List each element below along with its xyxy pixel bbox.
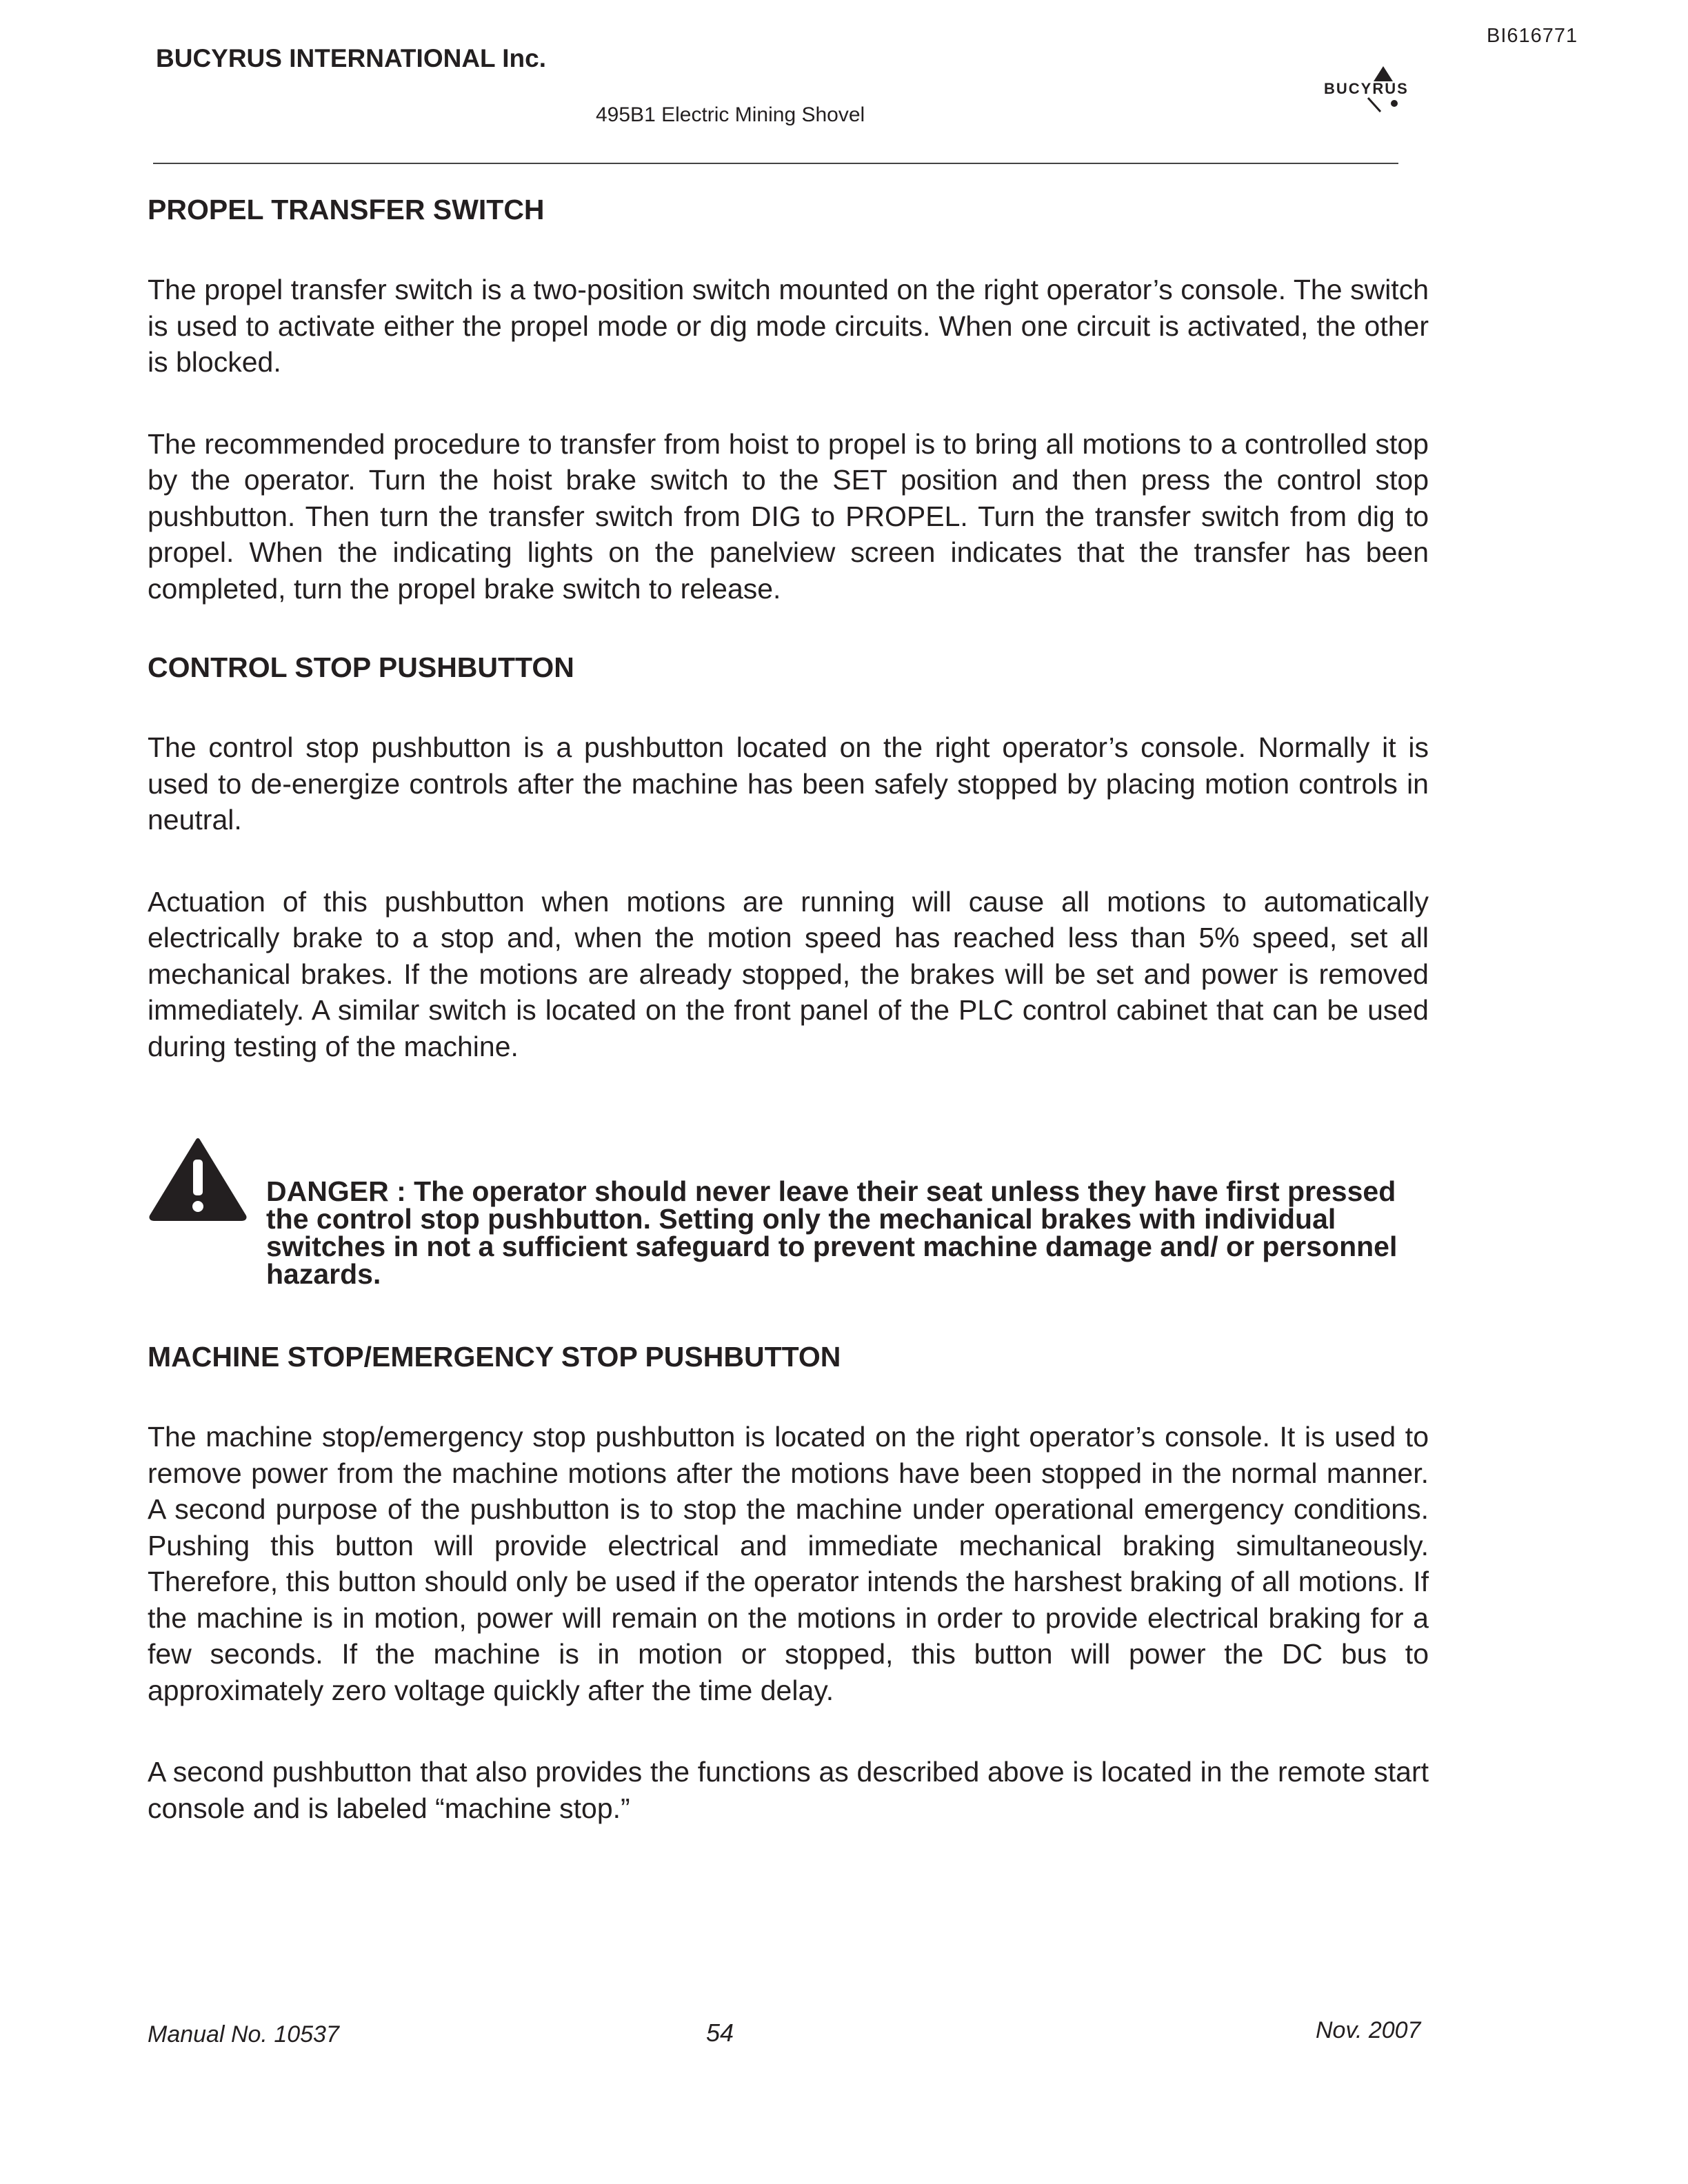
- document-id: BI616771: [1487, 25, 1578, 47]
- paragraph: Actuation of this pushbutton when motions are running will cause all motions to automatically electrically brake to a stop and, when the motion speed has reached less than 5% speed, set all mechanical brakes. If the motions are already stopped, the brakes will be set and power is removed immediately. A similar switch is located on the front panel of the PLC control cabinet that can be used during testing of the machine.: [148, 885, 1429, 1062]
- bucyrus-logo: [1317, 61, 1441, 116]
- section-heading: PROPEL TRANSFER SWITCH: [148, 194, 545, 225]
- paragraph: A second pushbutton that also provides the functions as described above is located in the remote start console and is labeled “machine stop.”: [148, 1756, 1429, 1824]
- section-propel-transfer: [148, 192, 1429, 607]
- warning-triangle-icon: [148, 1136, 248, 1222]
- manual-number: Manual No. 10537: [148, 2021, 339, 2048]
- issue-date: Nov. 2007: [1316, 2017, 1421, 2043]
- company-name: BUCYRUS INTERNATIONAL Inc.: [156, 44, 546, 72]
- paragraph: The recommended procedure to transfer from hoist to propel is to bring all motions to a controlled stop by the operator. Turn the hoist brake switch to the SET position and then press the control stop pushbutton. Then turn the transfer switch from DIG to PROPEL. Turn the transfer switch from dig to propel. When the indicating lights on the panelview screen indicates that the transfer has been completed, turn the propel brake switch to release.: [148, 427, 1429, 605]
- page-number: 54: [706, 2019, 734, 2047]
- section-heading: CONTROL STOP PUSHBUTTON: [148, 651, 574, 683]
- paragraph: The machine stop/emergency stop pushbutton is located on the right operator’s console. It is used to remove power from the machine motions after the motions have been stopped in the normal manner. A second purpose of the pushbutton is to stop the machine under operational emergency conditions. Pushing this button will provide electrical and immediate mechanical braking simultaneously. Therefore, this button should only be used if the operator intends the harshest braking of all motions. If the machine is in motion, power will remain on the motions in order to provide electrical braking for a few seconds. If the machine is in motion or stopped, this button will power the DC bus to approximately zero voltage quickly after the time delay.: [148, 1421, 1429, 1706]
- logo-text: BUCYRUS: [1324, 80, 1409, 97]
- section-machine-stop: [148, 1339, 1429, 1826]
- section-heading: MACHINE STOP/EMERGENCY STOP PUSHBUTTON: [148, 1341, 841, 1373]
- paragraph: The control stop pushbutton is a pushbutton located on the right operator’s console. Normally it is used to de-energize controls after the machine has been safely stopped by placing motion controls in neutral.: [148, 731, 1429, 836]
- document-subtitle: 495B1 Electric Mining Shovel: [596, 103, 865, 126]
- header-rule: [153, 163, 1398, 164]
- section-control-stop: [148, 649, 1429, 1064]
- danger-text: DANGER : The operator should never leave their seat unless they have first pressed the control stop pushbutton. Setting only the mechanical brakes with individual switches in not a sufficient safeguard to prevent machine damage and/ or personnel hazards.: [266, 1175, 1398, 1290]
- paragraph: The propel transfer switch is a two-position switch mounted on the right operator’s console. The switch is used to activate either the propel mode or dig mode circuits. When one circuit is activated, the other is blocked.: [148, 274, 1429, 378]
